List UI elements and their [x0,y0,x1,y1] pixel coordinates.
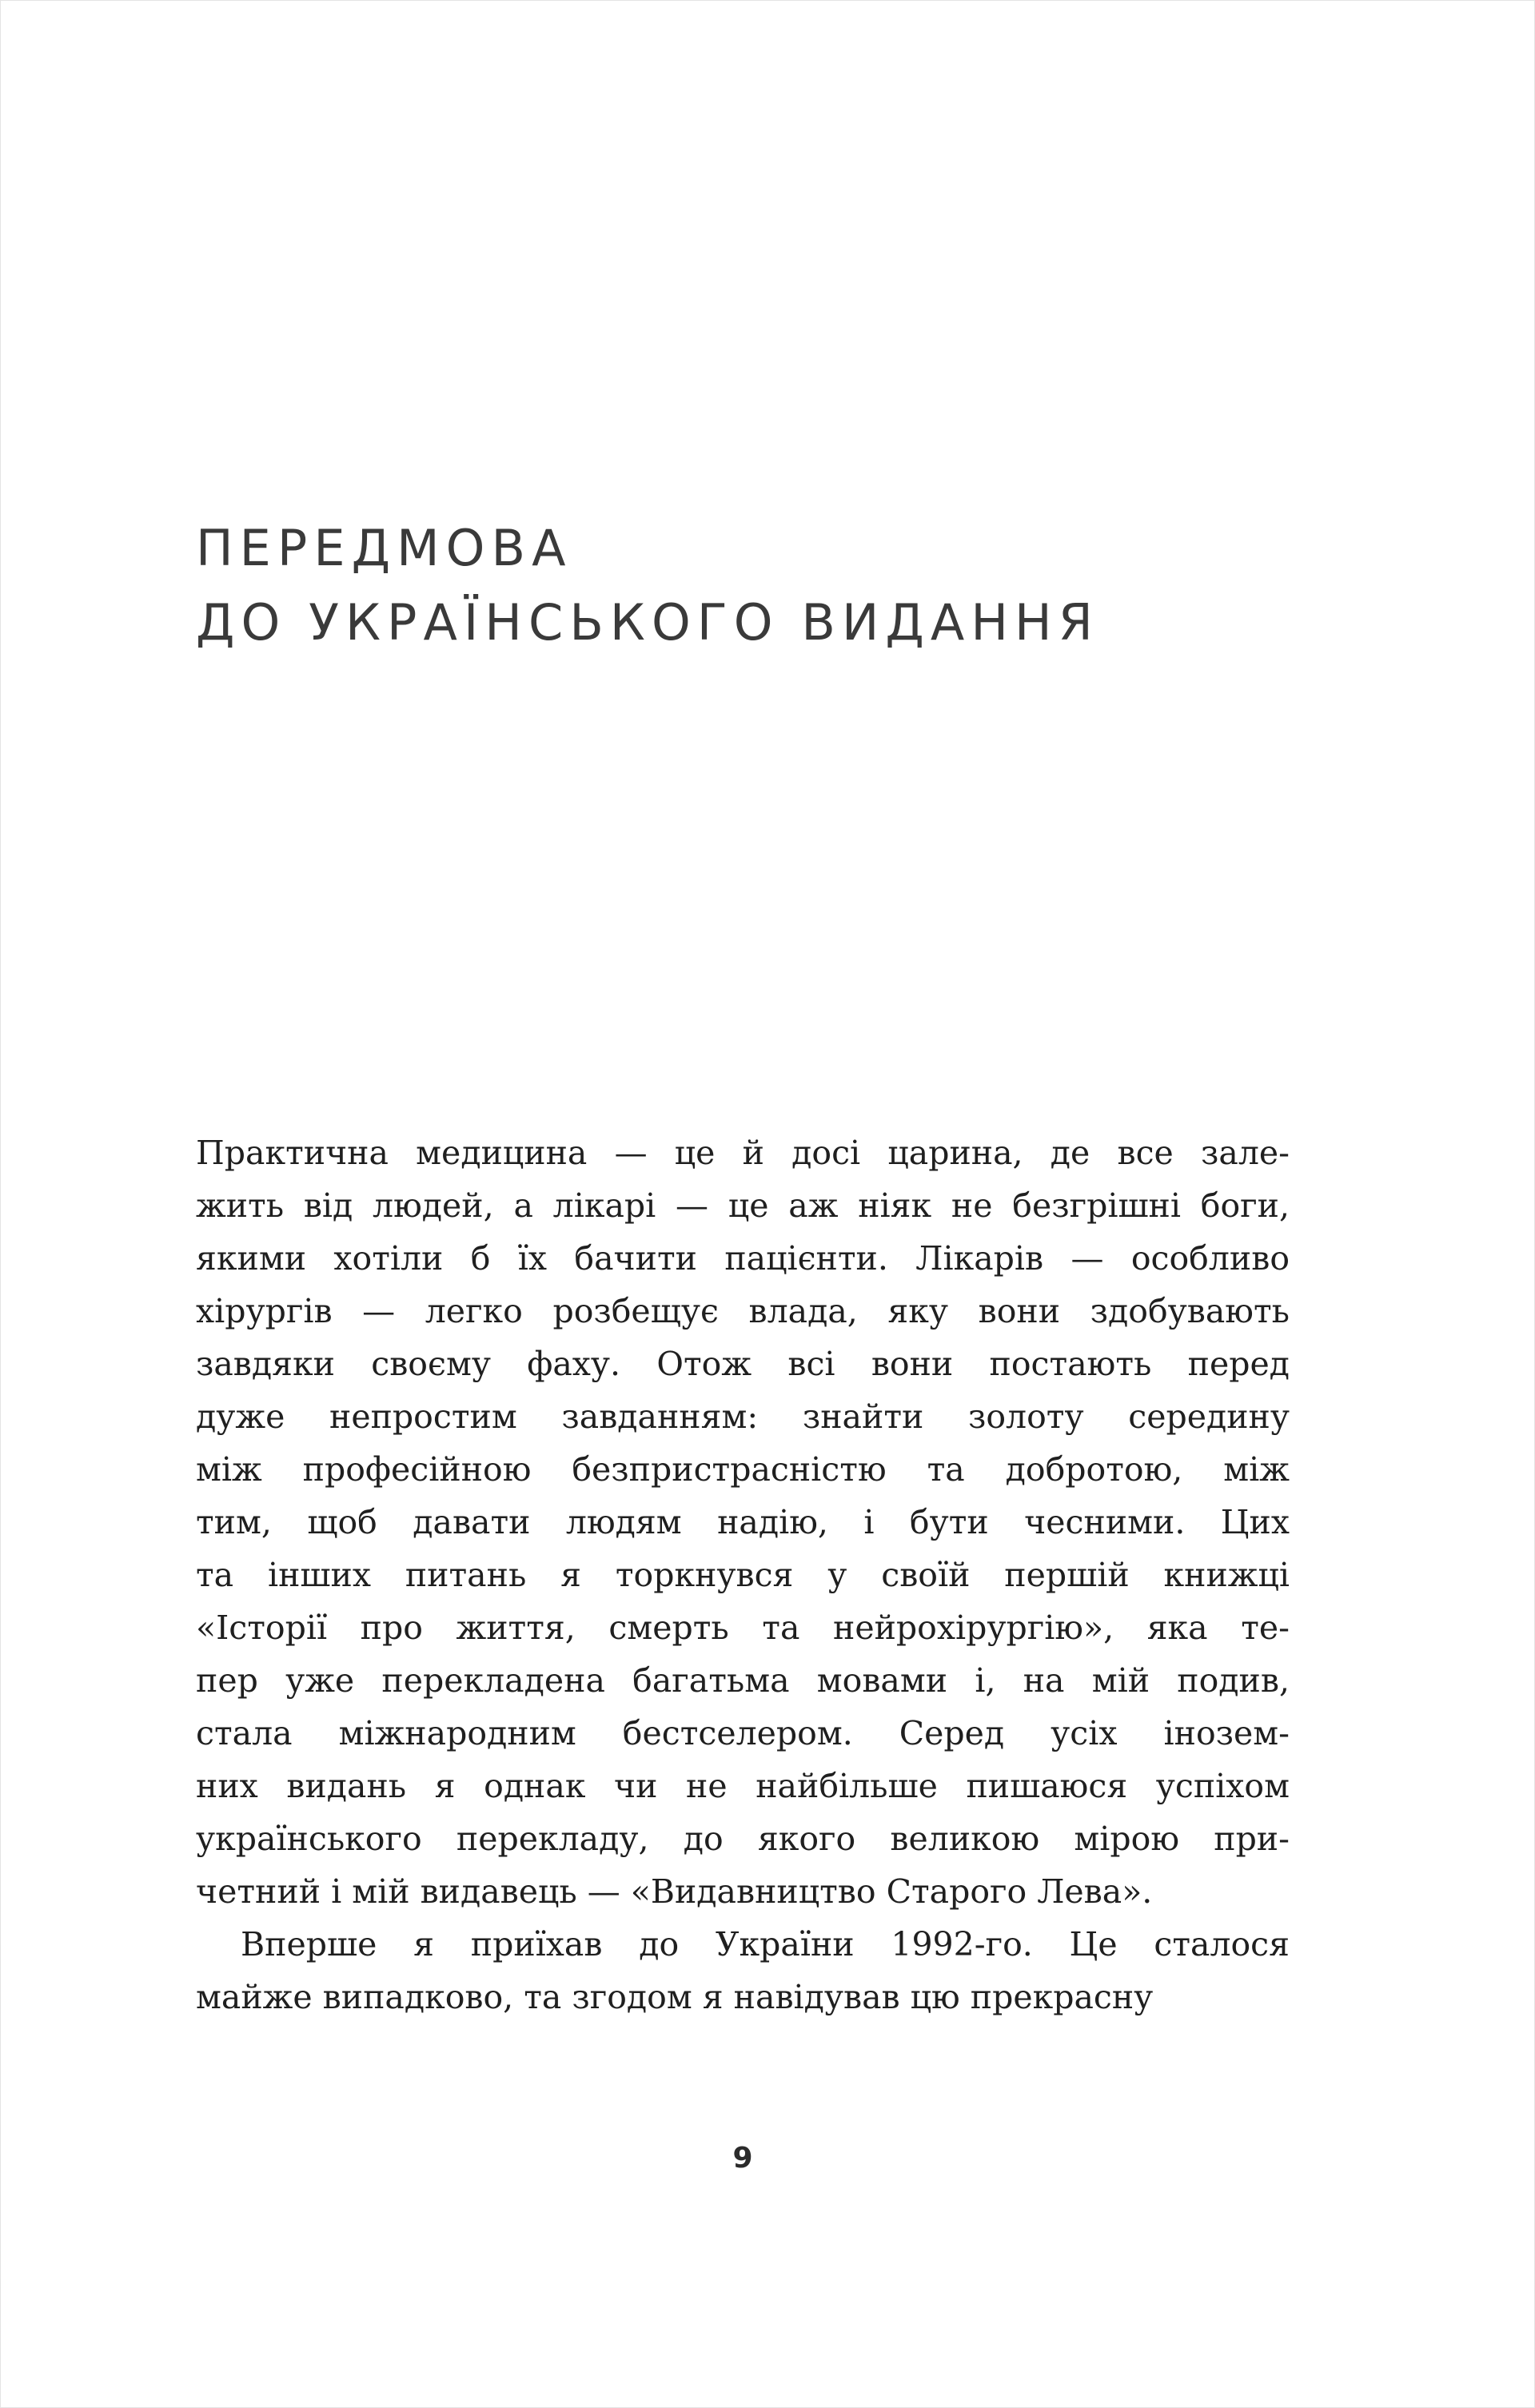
text-line: Вперше я приїхав до України 1992-го. Це сталося [241,1925,1290,1963]
body-text [196,1126,1290,2023]
text-line: них видань я однак чи не найбільше пишаюся успіхом [196,1767,1290,1805]
chapter-heading-line-1: ПЕРЕДМОВА [196,518,572,577]
text-line: хірургів — легко розбещує влада, яку вони здобувають [196,1292,1290,1330]
text-line: майже випадково, та згодом я навідував цю прекрасну [196,1978,1154,2016]
page-number: 9 [732,2142,753,2175]
text-line: Практична медицина — це й досі царина, де все зале- [196,1134,1290,1172]
text-line: пер уже перекладена багатьма мовами і, на мій подив, [196,1661,1290,1700]
chapter-heading-line-2: ДО УКРАЇНСЬКОГО ВИДАННЯ [196,592,1099,652]
chapter-heading [196,511,1331,660]
text-line: якими хотіли б їх бачити пацієнти. Лікарів — особливо [196,1239,1290,1278]
text-line: жить від людей, а лікарі — це аж ніяк не безгрішні боги, [196,1186,1290,1225]
text-line: завдяки своєму фаху. Отож всі вони постають перед [196,1345,1290,1383]
text-line: четний і мій видавець — «Видавництво Старого Лева». [196,1872,1153,1911]
text-line: українського перекладу, до якого великою мірою при- [196,1820,1290,1858]
text-line: «Історії про життя, смерть та нейрохірургію», яка те- [196,1609,1290,1647]
text-line: та інших питань я торкнувся у своїй першій книжці [196,1556,1290,1594]
text-line: дуже непростим завданням: знайти золоту середину [196,1397,1290,1436]
text-line: між професійною безпристрасністю та добротою, між [196,1450,1290,1489]
text-line: тим, щоб давати людям надію, і бути чесними. Цих [196,1503,1290,1541]
text-line: стала міжнародним бестселером. Серед усіх інозем- [196,1714,1290,1752]
